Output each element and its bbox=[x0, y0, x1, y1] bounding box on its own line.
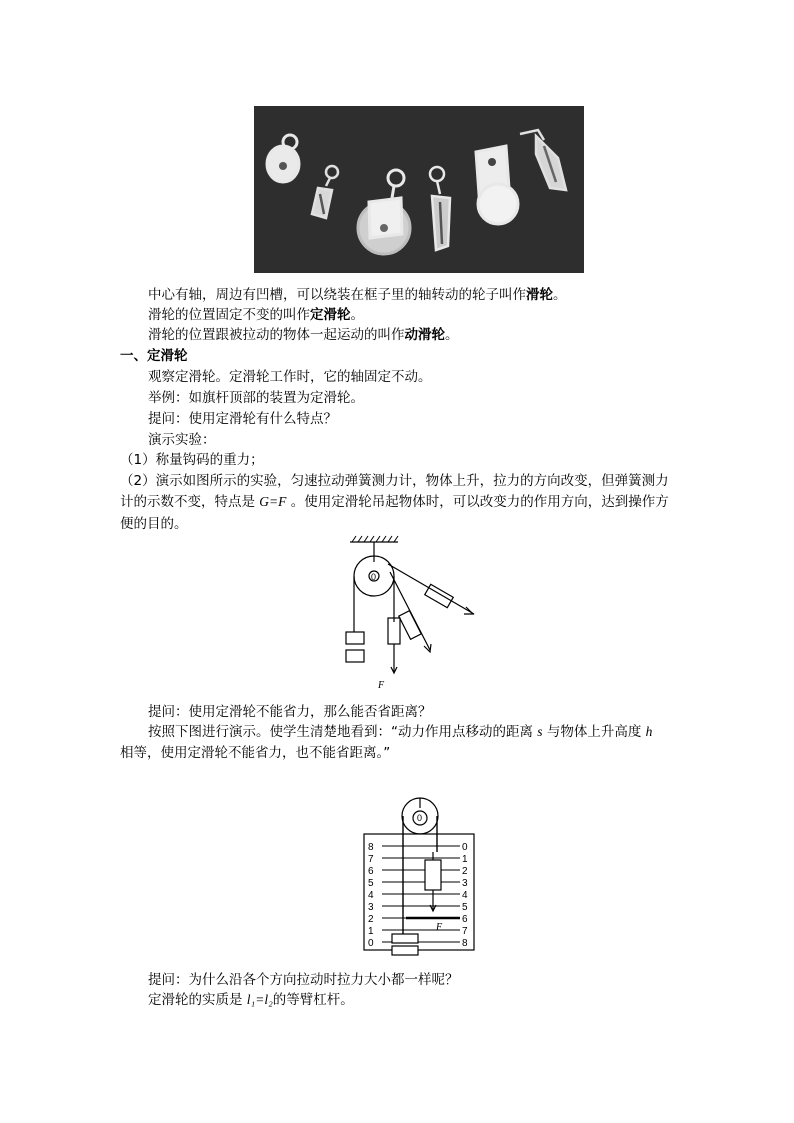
force-label: F bbox=[378, 680, 385, 691]
formula-g-equals-f: G=F bbox=[259, 494, 287, 509]
formula-l1-equals-l2: l₁=l₂ bbox=[246, 992, 273, 1007]
left-scale-2: 2 bbox=[368, 914, 374, 925]
right-scale-numbers bbox=[462, 842, 468, 949]
right-scale-2: 2 bbox=[462, 866, 468, 877]
step-2-line-2-b: 。使用定滑轮吊起物体时，可以改变力的作用方向，达到操作方 bbox=[286, 494, 669, 510]
left-scale-7: 7 bbox=[368, 854, 374, 865]
left-scale-1: 1 bbox=[368, 926, 374, 937]
hook-weight-lower bbox=[392, 946, 418, 955]
right-scale-3: 3 bbox=[462, 878, 468, 889]
section-heading bbox=[120, 346, 188, 366]
right-scale-1: 1 bbox=[462, 854, 468, 865]
intro-p1-end: 。 bbox=[553, 287, 567, 303]
section-heading-text: 一、定滑轮 bbox=[120, 348, 188, 364]
symbol-h: h bbox=[645, 724, 653, 739]
step-2-line-3: 便的目的。 bbox=[120, 516, 188, 532]
right-scale-7: 7 bbox=[462, 926, 468, 937]
essence-text bbox=[148, 990, 354, 1010]
intro-paragraph-3 bbox=[148, 325, 459, 345]
left-scale-5: 5 bbox=[368, 878, 374, 889]
pulleys-photo bbox=[254, 106, 584, 273]
right-scale-4: 4 bbox=[462, 890, 468, 901]
question-1: 提问：使用定滑轮有什么特点？ bbox=[148, 411, 337, 427]
fixed-pulley-diagram-svg bbox=[338, 532, 478, 697]
left-scale-4: 4 bbox=[368, 890, 374, 901]
demo-2-line-1-a: 按照下图进行演示。使学生清楚地看到：“动力作用点移动的距离 bbox=[148, 724, 538, 740]
step-1: （1）称量钩码的重力； bbox=[120, 452, 264, 468]
right-scale-6: 6 bbox=[462, 914, 468, 925]
step-2-line-2 bbox=[120, 492, 669, 512]
force-label-2: F bbox=[436, 922, 443, 933]
pulley-label-2: 0 bbox=[417, 813, 423, 823]
intro-paragraph-2 bbox=[148, 305, 364, 325]
intro-p3-end: 。 bbox=[445, 327, 459, 343]
term-pulley: 滑轮 bbox=[526, 287, 553, 303]
pulley-distance-diagram bbox=[352, 778, 477, 958]
spring-scale-angled-1 bbox=[425, 584, 454, 607]
step-2-line-1: （2）演示如图所示的实验，匀速拉动弹簧测力计，物体上升，拉力的方向改变，但弹簧测力 bbox=[120, 473, 669, 489]
demo-label: 演示实验： bbox=[148, 432, 216, 448]
question-2: 提问：使用定滑轮不能省力，那么能否省距离？ bbox=[148, 704, 432, 720]
spring-scale-2 bbox=[425, 860, 441, 890]
demo-2-line-1-b: 与物体上升高度 bbox=[542, 724, 646, 740]
weight-upper bbox=[346, 632, 364, 644]
left-scale-0: 0 bbox=[368, 938, 374, 949]
right-scale-0: 0 bbox=[462, 842, 468, 853]
board-frame bbox=[364, 834, 474, 950]
hook-weight-upper bbox=[392, 934, 418, 943]
left-scale-6: 6 bbox=[368, 866, 374, 877]
example-text: 举例：如旗杆顶部的装置为定滑轮。 bbox=[148, 390, 364, 406]
intro-p2-end: 。 bbox=[350, 307, 364, 323]
right-scale-8: 8 bbox=[462, 938, 468, 949]
essence-b: 的等臂杠杆。 bbox=[272, 992, 354, 1008]
intro-p2-text: 滑轮的位置固定不变的叫作 bbox=[148, 307, 310, 323]
left-scale-numbers bbox=[368, 842, 374, 949]
spring-scale-angled-2 bbox=[399, 611, 421, 640]
left-scale-8: 8 bbox=[368, 842, 374, 853]
demo-2-line-2: 相等，使用定滑轮不能省力，也不能省距离。” bbox=[120, 745, 391, 761]
pulley-distance-diagram-svg bbox=[352, 778, 477, 958]
pulleys-photo-graphic bbox=[254, 106, 584, 273]
essence-a: 定滑轮的实质是 bbox=[148, 992, 247, 1008]
symbol-s: s bbox=[537, 724, 543, 739]
intro-p3-text: 滑轮的位置跟被拉动的物体一起运动的叫作 bbox=[148, 327, 405, 343]
term-fixed-pulley: 定滑轮 bbox=[310, 307, 351, 323]
pulley-label: 0 bbox=[371, 572, 377, 582]
intro-p1-text: 中心有轴，周边有凹槽，可以绕装在框子里的轴转动的轮子叫作 bbox=[148, 287, 526, 303]
rope-angled-1 bbox=[388, 564, 474, 614]
left-scale-3: 3 bbox=[368, 902, 374, 913]
scale-lines bbox=[382, 846, 460, 942]
step-2-line-2-a: 计的示数不变，特点是 bbox=[120, 494, 260, 510]
intro-paragraph-1 bbox=[148, 285, 567, 305]
term-movable-pulley: 动滑轮 bbox=[404, 327, 445, 343]
fixed-pulley-diagram bbox=[338, 532, 478, 697]
question-3: 提问：为什么沿各个方向拉动时拉力大小都一样呢？ bbox=[148, 972, 459, 988]
observe-text: 观察定滑轮。定滑轮工作时，它的轴固定不动。 bbox=[148, 369, 432, 385]
ceiling-hatch bbox=[352, 536, 398, 542]
demo-2-line-1 bbox=[148, 722, 652, 742]
right-scale-5: 5 bbox=[462, 902, 468, 913]
weight-lower bbox=[346, 650, 364, 662]
